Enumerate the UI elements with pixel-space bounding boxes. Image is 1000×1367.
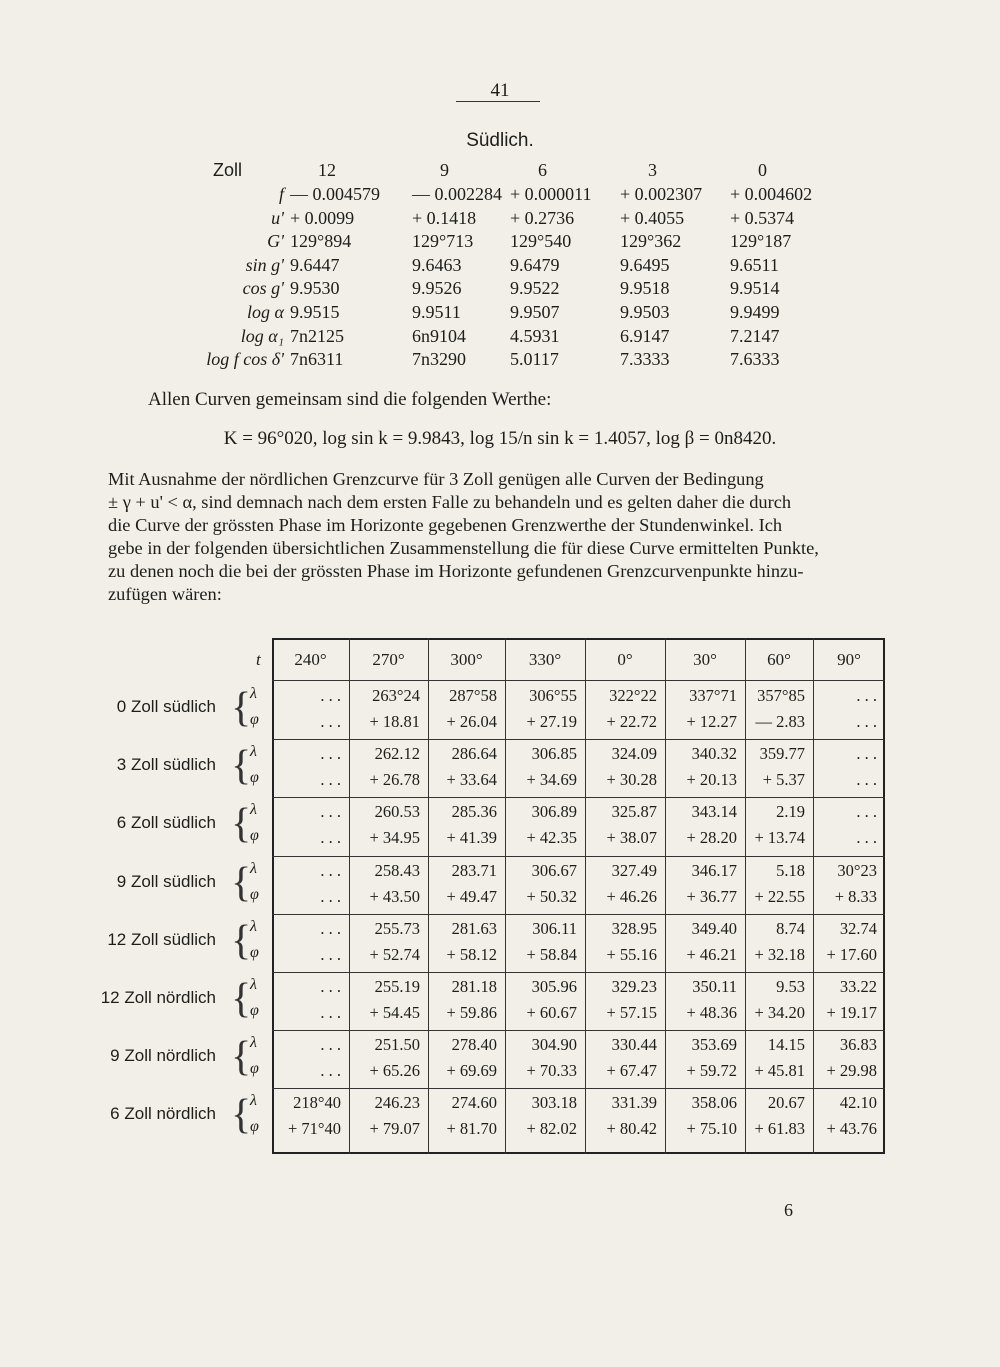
phi-value: + 28.20 [686,828,737,848]
lambda-value: 285.36 [451,802,497,822]
lambda-symbol: λ [250,801,257,819]
group-label: 6 Zoll nördlich [110,1104,216,1124]
table-value: + 0.0099 [290,207,355,228]
lambda-symbol: λ [250,859,257,877]
phi-value: + 27.19 [526,712,577,731]
lambda-value: 306°55 [529,686,577,705]
lambda-value: 322°22 [609,686,657,705]
zoll-label: Zoll [213,160,243,180]
paragraph-line: zu denen noch die bei der grössten Phase im Horizonte gefundenen Grenzcurvenpunkte hinzu- [108,561,804,581]
phi-symbol: φ [250,827,259,845]
zoll-value: 6 [538,160,547,180]
group-label: 12 Zoll südlich [107,929,216,949]
lambda-value: 331.39 [611,1093,657,1113]
brace-mark: { [231,976,252,1022]
phi-value: + 80.42 [606,1119,657,1139]
table-value: 7.6333 [730,349,780,370]
lambda-symbol: λ [250,1092,257,1110]
phi-value: + 70.33 [526,1061,577,1081]
lambda-value: 350.11 [692,977,737,996]
lambda-value: 286.64 [451,744,497,764]
phi-value: . . . [856,770,877,790]
brace-mark: { [231,685,252,731]
table-value: — 0.002284 [412,184,502,204]
phi-value: . . . [856,712,877,731]
column-header: 0° [617,650,633,669]
lambda-value: 263°24 [372,686,420,705]
brace-mark: { [231,743,252,790]
phi-value: + 29.98 [826,1061,877,1081]
table-value: 129°894 [290,231,352,252]
phi-value: + 71°40 [287,1119,341,1139]
phi-value: + 13.74 [754,828,805,848]
t-axis-label: t [256,650,261,669]
table-value: 5.0117 [510,349,559,370]
lambda-value: 33.22 [839,977,877,996]
lambda-value: 258.43 [374,860,420,880]
phi-value: + 59.86 [446,1003,497,1022]
table-value: 129°540 [510,231,572,252]
phi-value: + 34.69 [526,770,577,790]
lambda-value: 262.12 [374,744,420,764]
header-rule [456,101,540,102]
lambda-value: 358.06 [691,1093,737,1113]
phi-value: + 17.60 [826,944,877,964]
table-value: + 0.1418 [412,207,477,228]
lambda-value: 42.10 [839,1093,877,1113]
group-label: 0 Zoll südlich [116,697,216,716]
lambda-value: 14.15 [767,1035,805,1055]
column-header: 270° [372,650,405,669]
phi-value: + 22.55 [754,886,805,906]
table-value: + 0.5374 [730,207,795,228]
lambda-value: 306.85 [531,744,577,764]
row-label: f [278,184,284,204]
lambda-value: 327.49 [611,860,657,880]
paragraph-line: Mit Ausnahme der nördlichen Grenzcurve für 3 Zoll genügen alle Curven der Bedingung [108,469,764,489]
phi-value: + 69.69 [446,1061,497,1081]
formula-line: K = 96°020, log sin k = 9.9843, log 15/n sin k = 1.4057, log β = 0n8420. [223,428,777,449]
table-value: 9.9507 [510,302,560,322]
phi-value: + 67.47 [606,1061,657,1081]
phi-symbol: φ [250,1060,259,1078]
phi-value: + 22.72 [606,712,657,731]
phi-symbol: φ [250,1002,259,1019]
row-label: log α₁ [240,325,284,346]
table-value: 9.9515 [290,302,340,322]
table-value: 7n2125 [290,325,344,346]
phi-value: + 60.67 [526,1003,577,1022]
table-value: 9.6479 [510,254,560,275]
lambda-value: 303.18 [531,1093,577,1113]
phi-value: + 8.33 [834,886,877,906]
table-value: 7.3333 [620,349,670,370]
common-values-text: Allen Curven gemeinsam sind die folgenden Werthe: [148,389,552,410]
brace-mark: { [231,801,252,848]
table-value: 9.6511 [730,254,779,275]
phi-value: + 54.45 [369,1003,420,1022]
phi-value: + 43.76 [826,1119,877,1139]
lambda-value: 287°58 [449,686,497,705]
phi-value: . . . [320,1003,341,1022]
lambda-value: 8.74 [776,918,805,938]
lambda-symbol: λ [250,976,257,993]
lambda-value: 36.83 [839,1035,877,1055]
table-value: 9.6495 [620,254,670,275]
lambda-value: . . . [856,802,877,822]
lambda-value: 349.40 [691,918,737,938]
lambda-value: 32.74 [839,918,877,938]
phi-symbol: φ [250,943,259,961]
group-divider [272,914,885,915]
footer-number: 6 [784,1200,793,1220]
table-value: 6.9147 [620,325,670,346]
phi-value: + 48.36 [686,1003,737,1022]
phi-value: + 58.12 [446,944,497,964]
phi-value: . . . [320,712,341,731]
lambda-value: 278.40 [451,1035,497,1055]
section-title: Südlich. [466,130,534,151]
table-value: 7n3290 [412,349,466,370]
phi-value: + 52.74 [369,944,420,964]
lambda-value: 306.11 [532,918,577,938]
lambda-value: 329.23 [611,977,657,996]
phi-value: + 12.27 [686,712,737,731]
phi-value: + 55.16 [606,944,657,964]
phi-value: . . . [320,944,341,964]
lambda-value: 325.87 [611,802,657,822]
table-value: 129°187 [730,231,792,252]
lambda-value: 9.53 [776,977,805,996]
phi-value: + 19.17 [826,1003,877,1022]
table-value: 9.9503 [620,302,670,322]
zoll-value: 12 [318,160,336,180]
row-label: log α [247,302,284,322]
row-label: u' [271,207,284,228]
table-value: 9.9518 [620,278,670,299]
paragraph-line: die Curve der grössten Phase im Horizonte gegebenen Grenzwerthe der Stundenwinkel. Ich [108,515,783,535]
group-divider [272,1030,885,1031]
phi-symbol: φ [250,1118,259,1136]
lambda-value: 353.69 [691,1035,737,1055]
brace-mark: { [231,1034,252,1081]
group-divider [272,856,885,857]
lambda-value: 359.77 [759,744,805,764]
phi-value: + 79.07 [369,1119,420,1139]
brace-mark: { [231,1092,252,1139]
table-value: + 0.002307 [620,184,703,204]
group-label: 9 Zoll südlich [116,871,216,891]
phi-value: . . . [320,1061,341,1081]
group-label: 9 Zoll nördlich [110,1046,216,1066]
zoll-value: 3 [648,160,657,180]
phi-value: . . . [320,828,341,848]
table-value: 9.9530 [290,278,340,299]
table-value: + 0.4055 [620,207,685,228]
lambda-value: 281.63 [451,918,497,938]
lambda-symbol: λ [250,1034,257,1052]
lambda-value: . . . [320,1035,341,1055]
paragraph-line: gebe in der folgenden übersichtlichen Zusammenstellung die für diese Curve ermittelten Punkte, [108,538,819,558]
phi-value: + 46.21 [686,944,737,964]
table-value: 9.9499 [730,302,780,322]
phi-value: . . . [320,770,341,790]
phi-value: + 43.50 [369,886,420,906]
lambda-value: 30°23 [837,860,877,880]
phi-value: + 59.72 [686,1061,737,1081]
row-label: cos g' [242,278,284,299]
lambda-symbol: λ [250,743,257,761]
phi-value: + 57.15 [606,1003,657,1022]
table-value: 9.6447 [290,254,340,275]
lambda-value: 246.23 [374,1093,420,1113]
lambda-value: 283.71 [451,860,497,880]
table-value: + 0.2736 [510,207,575,228]
table-value: 129°362 [620,231,682,252]
lambda-value: 306.67 [531,860,577,880]
phi-symbol: φ [250,769,259,787]
lambda-value: . . . [856,686,877,705]
table-value: 9.9511 [412,302,461,322]
phi-symbol: φ [250,711,259,728]
lambda-symbol: λ [250,685,257,702]
brace-mark: { [231,859,252,906]
phi-value: + 75.10 [686,1119,737,1139]
phi-value: + 58.84 [526,944,577,964]
group-divider [272,972,885,973]
table-value: 9.9514 [730,278,780,299]
lambda-value: 305.96 [531,977,577,996]
lambda-value: 324.09 [611,744,657,764]
lambda-value: 251.50 [374,1035,420,1055]
lambda-value: 328.95 [611,918,657,938]
paragraph-line: ± γ + u' < α, sind demnach nach dem ersten Falle zu behandeln und es gelten daher die durch [108,492,792,512]
phi-value: + 20.13 [686,770,737,790]
lambda-value: 340.32 [691,744,737,764]
lambda-value: 255.73 [374,918,420,938]
lambda-value: . . . [856,744,877,764]
lambda-value: 274.60 [451,1093,497,1113]
column-header: 90° [837,650,861,669]
lambda-value: . . . [320,802,341,822]
table-value: 4.5931 [510,325,560,346]
row-label: log f cos δ' [206,349,284,370]
table-value: + 0.000011 [510,184,592,204]
paragraph-line: zufügen wären: [108,584,222,604]
group-label: 3 Zoll südlich [116,755,216,775]
lambda-value: . . . [320,860,341,880]
column-header: 330° [528,650,562,669]
phi-value: . . . [856,828,877,848]
column-header: 30° [693,650,717,669]
table-value: 9.9526 [412,278,462,299]
group-label: 12 Zoll nördlich [100,988,216,1007]
table-value: 7n6311 [290,349,344,370]
lambda-value: 281.18 [451,977,497,996]
phi-value: + 26.04 [446,712,497,731]
lambda-value: 255.19 [374,977,420,996]
table-value: 7.2147 [730,325,780,346]
lambda-value: 330.44 [611,1035,657,1055]
phi-value: . . . [320,886,341,906]
group-divider [272,1088,885,1089]
zoll-value: 9 [440,160,449,180]
row-label: sin g' [245,254,284,275]
phi-value: + 82.02 [526,1119,577,1139]
phi-value: + 46.26 [606,886,657,906]
lambda-value: 343.14 [691,802,737,822]
phi-value: + 45.81 [754,1061,805,1081]
lambda-value: 337°71 [689,686,737,705]
lambda-value: . . . [320,977,341,996]
phi-value: + 41.39 [446,828,497,848]
phi-value: + 18.81 [369,712,420,731]
lambda-value: 2.19 [776,802,805,822]
zoll-value: 0 [758,160,767,180]
lambda-value: 260.53 [374,802,420,822]
row-label: G' [267,231,284,252]
group-label: 6 Zoll südlich [116,813,216,833]
column-header: 60° [767,650,791,669]
table-value: + 0.004602 [730,184,813,204]
lambda-symbol: λ [250,917,257,935]
phi-value: + 50.32 [526,886,577,906]
table-value: 9.6463 [412,254,462,275]
lambda-value: 304.90 [531,1035,577,1055]
phi-value: + 38.07 [606,828,657,848]
lambda-value: 357°85 [757,686,805,705]
table-value: 129°713 [412,231,474,252]
phi-value: + 34.95 [369,828,420,848]
phi-value: + 5.37 [762,770,805,790]
group-divider [272,739,885,740]
phi-symbol: φ [250,885,259,903]
lambda-value: 346.17 [691,860,737,880]
brace-mark: { [231,917,252,964]
phi-value: — 2.83 [755,712,805,731]
phi-value: + 26.78 [369,770,420,790]
group-divider [272,797,885,798]
header-divider [272,680,885,681]
column-header: 240° [294,650,327,669]
phi-value: + 61.83 [754,1119,805,1139]
lambda-value: 218°40 [293,1093,341,1113]
lambda-value: 20.67 [767,1093,805,1113]
phi-value: + 30.28 [606,770,657,790]
phi-value: + 34.20 [754,1003,805,1022]
lambda-value: . . . [320,744,341,764]
lambda-value: . . . [320,686,341,705]
column-header: 300° [450,650,483,669]
phi-value: + 65.26 [369,1061,420,1081]
table-value: 6n9104 [412,325,466,346]
table-value: — 0.004579 [290,184,380,204]
phi-value: + 32.18 [754,944,805,964]
lambda-value: . . . [320,918,341,938]
phi-value: + 49.47 [446,886,497,906]
lambda-value: 306.89 [531,802,577,822]
phi-value: + 33.64 [446,770,497,790]
table-value: 9.9522 [510,278,560,299]
phi-value: + 36.77 [686,886,737,906]
lambda-value: 5.18 [776,860,805,880]
page-number: 41 [490,80,510,101]
phi-value: + 42.35 [526,828,577,848]
phi-value: + 81.70 [446,1119,497,1139]
